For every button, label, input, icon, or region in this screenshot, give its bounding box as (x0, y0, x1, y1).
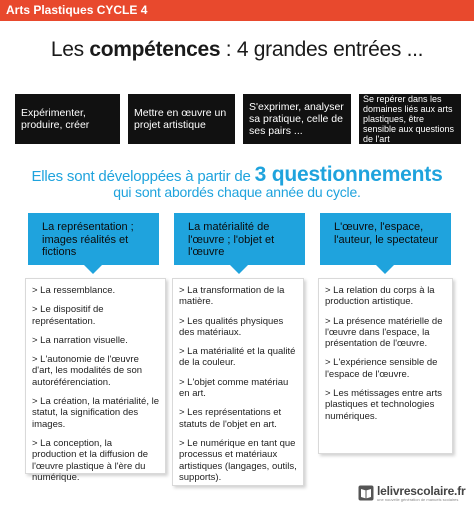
title-suffix: : 4 grandes entrées ... (220, 38, 424, 61)
list-item: > La conception, la production et la diffusion de l'œuvre plastique à l'ère du numérique. (32, 437, 149, 483)
arrow-down-icon (376, 265, 394, 274)
competence-box-4 (359, 94, 461, 144)
developpees-subheading: qui sont abordés chaque année du cycle. (113, 184, 361, 200)
list-item: > La ressemblance. (32, 285, 116, 296)
questionnement-line: La matérialité de (188, 221, 270, 233)
questionnement-list-1 (25, 278, 166, 483)
competence-box-3 (243, 94, 351, 144)
questionnement-box-3 (320, 213, 451, 265)
competence-line: Expérimenter, (21, 107, 86, 119)
header-bar (0, 0, 474, 21)
developpees-bold: 3 questionnements (254, 163, 443, 186)
questionnement-line: images réalités et (42, 233, 129, 246)
title-prefix: Les (50, 38, 90, 61)
logo-text: lelivrescolaire.fr (377, 484, 466, 498)
questionnement-box-1 (28, 213, 159, 265)
list-item: > La relation du corps à la production artistique. (325, 285, 435, 308)
questionnement-box-2 (174, 213, 305, 265)
list-item: > Les métissages entre arts plastiques et technologies numériques. (325, 388, 442, 422)
list-item: > La narration visuelle. (32, 334, 128, 346)
list-item: > L'expérience sensible de l'espace de l'œuvre. (325, 357, 438, 380)
questionnement-line: La représentation ; (42, 221, 134, 233)
book-icon (358, 485, 374, 501)
questionnement-line: L'œuvre, l'espace, (334, 221, 424, 233)
competence-line: plastiques, être (363, 114, 425, 124)
header-title: Arts Plastiques CYCLE 4 (6, 3, 148, 17)
competence-line: de l'art (363, 134, 390, 144)
competence-line: domaines liés aux arts (363, 104, 453, 114)
list-item: > Les représentations et statuts de l'objet en art. (179, 407, 282, 430)
competence-box-1 (15, 94, 120, 144)
list-item: > La matérialité et la qualité de la couleur. (179, 346, 296, 369)
list-item: > L'autonomie de l'œuvre d'art, les modalités de son autoréférenciation. (32, 354, 143, 388)
logo-tagline: une nouvelle génération de manuels scolaires (377, 497, 459, 502)
list-item: > Les qualités physiques des matériaux. (179, 315, 284, 338)
questionnement-line: l'œuvre (188, 246, 225, 258)
questionnement-line: fictions (42, 246, 77, 258)
competence-line: Se repérer dans les (363, 94, 442, 104)
competence-box-2 (128, 94, 235, 144)
questionnement-line: l'auteur, le spectateur (334, 233, 439, 246)
list-item: > Le dispositif de représentation. (32, 304, 104, 327)
list-item: > L'objet comme matériau en art. (179, 376, 289, 400)
questionnement-line: l'œuvre ; l'objet et (188, 233, 275, 246)
developpees-prefix: Elles sont développées à partir de (31, 168, 255, 185)
competence-line: ses pairs ... (249, 125, 303, 137)
arrow-down-icon (230, 265, 248, 274)
list-item: > La création, la matérialité, le statut, la signification des images. (32, 396, 159, 430)
competence-line: sa pratique, celle de (249, 113, 343, 125)
logo (358, 484, 470, 504)
arrow-down-icon (84, 265, 102, 274)
competence-line: Mettre en œuvre un (134, 107, 227, 119)
competence-line: projet artistique (134, 119, 206, 131)
questionnement-list-2 (172, 278, 304, 486)
questionnement-list-3 (318, 278, 453, 454)
page-title (0, 38, 474, 62)
competence-line: sensible aux questions (363, 124, 455, 134)
title-bold: compétences (89, 38, 221, 61)
competence-line: S'exprimer, analyser (249, 101, 344, 113)
competence-line: produire, créer (21, 119, 90, 131)
list-item: > La transformation de la matière. (179, 285, 285, 308)
list-item: > Le numérique en tant que processus et matériaux artistiques (langages, outils, supports). (179, 437, 297, 483)
list-item: > La présence matérielle de l'œuvre dans l'espace, la présentation de l'œuvre. (325, 315, 443, 350)
